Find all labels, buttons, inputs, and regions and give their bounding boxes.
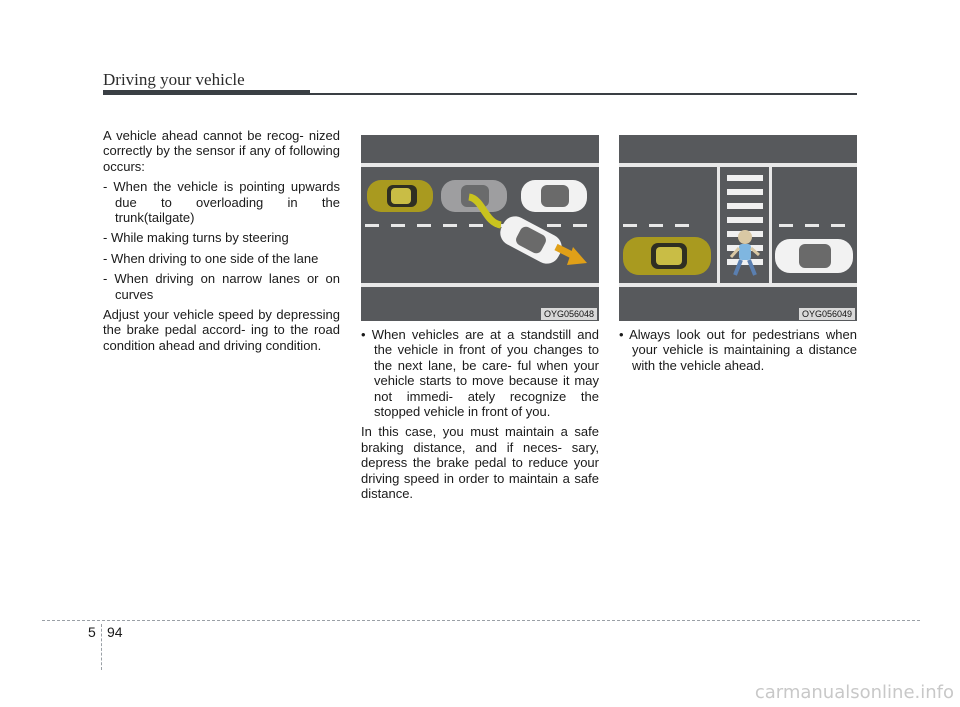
section-number: 5: [88, 624, 96, 640]
watermark: carmanualsonline.info: [754, 682, 954, 703]
pedestrian-illustration: [619, 135, 857, 321]
own-car-icon: [623, 237, 711, 275]
condition-item: - When driving on narrow lanes or on curves: [103, 271, 340, 302]
stopped-car-icon: [521, 180, 587, 212]
figure-pedestrian: [619, 135, 857, 321]
car-ahead-icon: [775, 239, 853, 273]
condition-item: - When driving to one side of the lane: [103, 250, 319, 266]
section-title: Driving your vehicle: [103, 70, 245, 89]
closing-paragraph: Adjust your vehicle speed by depressing the brake pedal accord- ing to the road condition ahead and driving condition.: [103, 307, 340, 353]
header-rule-thin: [310, 93, 857, 95]
standstill-bullet: • When vehicles are at a standstill and the vehicle in front of you changes to the next lane, be care- ful when your vehicle starts to move because it may not immedi- ately recognize the stopped vehicle in front of you.: [361, 327, 599, 420]
page-number: 94: [107, 624, 123, 640]
header-rule-thick: [103, 90, 310, 95]
safe-distance-paragraph: In this case, you must maintain a safe braking distance, and if neces- sary, depress the brake pedal to reduce your driving speed in order to maintain a safe distance.: [361, 424, 599, 502]
figure-lane-change: [361, 135, 599, 321]
column-2: [361, 327, 599, 506]
pedestrian-bullet: • Always look out for pedestrians when your vehicle is maintaining a distance with the vehicle ahead.: [619, 327, 857, 373]
column-3: [619, 327, 857, 378]
figure-code: OYG056049: [799, 308, 855, 320]
figure-code: OYG056048: [541, 308, 597, 320]
own-car-icon: [367, 180, 433, 212]
footer-divider: [101, 624, 102, 670]
footer-rule: [42, 620, 920, 621]
condition-item: - When the vehicle is pointing upwards due to overloading in the trunk(tailgate): [103, 179, 340, 226]
lane-change-illustration: [361, 135, 599, 321]
intro-paragraph: A vehicle ahead cannot be recog- nized correctly by the sensor if any of following occurs:: [103, 128, 340, 174]
condition-item: - While making turns by steering: [103, 230, 289, 246]
column-1: [103, 128, 340, 358]
